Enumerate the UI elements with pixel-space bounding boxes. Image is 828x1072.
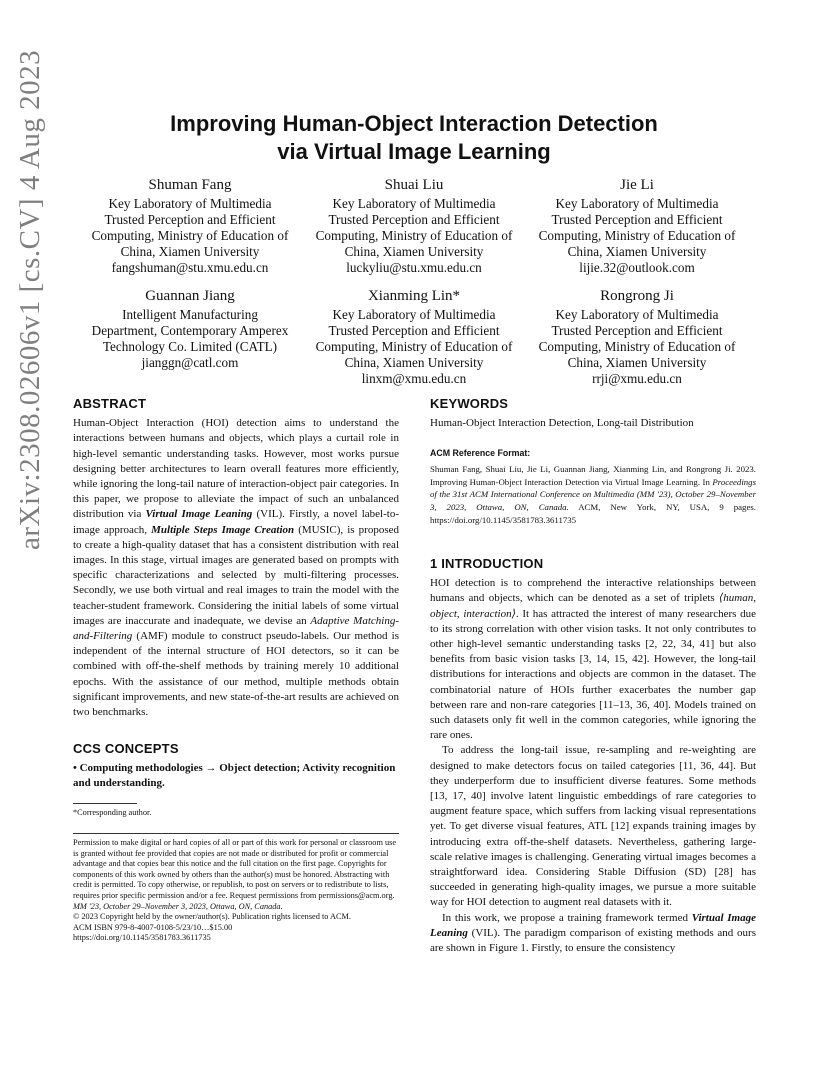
abstract-heading: ABSTRACT	[73, 396, 147, 411]
acm-reference-heading: ACM Reference Format:	[430, 448, 531, 458]
permission-rule	[73, 833, 399, 834]
author-name: Rongrong Ji	[600, 288, 674, 304]
author-name: Guannan Jiang	[145, 288, 235, 304]
author-email[interactable]: jianggn@catl.com	[141, 355, 239, 370]
author-name: Shuman Fang	[148, 177, 232, 193]
intro-paragraph: To address the long-tail issue, re-sampling and re-weighting are designed to make detectors focus on tailed categories [11, 36, 44]. But they underperform due to insufficient diverse features. Some methods [13, 17, 40] involve latent linguistic embeddings of rare categories to augment feature space, which suffers from lacking visual representations yet. To get diverse visual features, ATL [12] expands training images by introducing extra off-the-shelf datasets. Nevertheless, gathering large-scale relative images is challenging. Generating virtual images becomes a straightforward idea. Considering Stable Diffusion (SD) [28] has succeeded in generating high-quality images, we pursue a more suitable way for HOI detection to augment real datasets with it.	[430, 744, 756, 909]
author-block	[70, 176, 310, 276]
footnote-rule	[73, 803, 137, 804]
paper-title	[0, 110, 828, 166]
title-line-1: Improving Human-Object Interaction Detection	[170, 111, 658, 136]
ccs-text: • Computing methodologies → Object detection; Activity recognition and understanding.	[73, 762, 396, 790]
author-email[interactable]: rrji@xmu.edu.cn	[592, 371, 682, 386]
intro-paragraph: HOI detection is to comprehend the interactive relationships between humans and objects, which can be denoted as a set of triplets ⟨human, object, interaction⟩. It has attracted the interest of many researchers due to its strong correlation with other vision tasks. It not only contributes to other high-level semantic understanding tasks [2, 22, 34, 41] but also benefits from basic vision tasks [3, 14, 15, 42]. However, the long-tail distributions for interactions and objects are common in the dataset. The combinatorial nature of HOIs further exacerbates the number gap between rare and non-rare categories [11–13, 36, 40]. Models trained on such datasets only fit well in the common categories, while ignoring the rare ones.	[430, 577, 756, 742]
acm-reference	[430, 446, 756, 526]
author-block	[70, 287, 310, 371]
author-name: Xianming Lin*	[367, 288, 461, 304]
author-block	[517, 176, 757, 276]
footnote: *Corresponding author.	[73, 808, 152, 817]
doi-link[interactable]: https://doi.org/10.1145/3581783.3611735	[73, 933, 211, 943]
author-affiliation: Key Laboratory of Multimedia Trusted Perception and Efficient Computing, Ministry of Education of China, Xiamen University	[91, 196, 289, 259]
author-name: Jie Li	[620, 177, 654, 193]
conference-line: MM '23, October 29–November 3, 2023, Ottawa, ON, Canada.	[73, 901, 283, 911]
author-name: Shuai Liu	[384, 177, 444, 193]
author-block	[294, 176, 534, 276]
introduction-heading: 1 INTRODUCTION	[430, 556, 544, 571]
acm-reference-text: Shuman Fang, Shuai Liu, Jie Li, Guannan Jiang, Xianming Lin, and Rongrong Ji. 2023. Improving Human-Object Interaction Detection via Virtual Image Learning. In Proceedings of the 31st ACM International Conference on Multimedia (MM '23), October 29–November 3, 2023, Ottawa, ON, Canada. ACM, New York, NY, USA, 9 pages. https://doi.org/10.1145/3581783.3611735	[430, 464, 756, 525]
keywords-heading: KEYWORDS	[430, 396, 509, 411]
permission-block	[73, 838, 399, 944]
isbn-line: ACM ISBN 979-8-4007-0108-5/23/10…$15.00	[73, 922, 233, 932]
ccs-section	[73, 741, 399, 792]
author-affiliation: Intelligent Manufacturing Department, Contemporary Amperex Technology Co. Limited (CATL)	[91, 307, 289, 354]
keywords-text: Human-Object Interaction Detection, Long-tail Distribution	[430, 417, 694, 430]
author-affiliation: Key Laboratory of Multimedia Trusted Perception and Efficient Computing, Ministry of Education of China, Xiamen University	[315, 307, 513, 370]
author-email[interactable]: lijie.32@outlook.com	[579, 260, 695, 275]
author-email[interactable]: fangshuman@stu.xmu.edu.cn	[111, 260, 269, 275]
ccs-heading: CCS CONCEPTS	[73, 741, 179, 756]
intro-paragraph: In this work, we propose a training framework termed Virtual Image Leaning (VIL). The paradigm comparison of existing methods and ours are shown in Figure 1. Firstly, to ensure the consistency	[430, 911, 756, 955]
abstract-section	[73, 396, 399, 720]
author-email[interactable]: linxm@xmu.edu.cn	[361, 371, 467, 386]
introduction-section	[430, 556, 756, 956]
abstract-text: Human-Object Interaction (HOI) detection aims to understand the interactions between humans and objects, which plays a curtail role in high-level semantic understanding tasks. However, most works pursue designing better architectures to learn overall features more efficiently, while ignoring the long-tail nature of interaction-object pair categories. In this paper, we propose to alleviate the impact of such an unbalanced distribution via Virtual Image Leaning (VIL). Firstly, a novel label-to-image approach, Multiple Steps Image Creation (MUSIC), is proposed to create a high-quality dataset that has a consistent distribution with real images. In this stage, virtual images are generated based on prompts with specific characterizations and selected by multi-filtering processes. Secondly, we use both virtual and real images to train the model with the teacher-student framework. Considering the initial labels of some virtual images are inaccurate and inadequate, we devise an Adaptive Matching-and-Filtering (AMF) module to construct pseudo-labels. Our method is independent of the internal structure of HOI detectors, so it can be combined with off-the-shelf methods by training merely 10 additional epochs. With the assistance of our method, multiple methods obtain significant improvements, and new state-of-the-art results are achieved on two benchmarks.	[73, 417, 400, 719]
author-email[interactable]: luckyliu@stu.xmu.edu.cn	[346, 260, 482, 275]
title-line-2: via Virtual Image Learning	[277, 139, 551, 164]
keywords-section	[430, 396, 756, 431]
author-affiliation: Key Laboratory of Multimedia Trusted Perception and Efficient Computing, Ministry of Education of China, Xiamen University	[538, 307, 736, 370]
permission-text: Permission to make digital or hard copies of all or part of this work for personal or classroom use is granted without fee provided that copies are not made or distributed for profit or commercial advantage and that copies bear this notice and the full citation on the first page. Copyrights for components of this work owned by others than the author(s) must be honored. Abstracting with credit is permitted. To copy otherwise, or republish, to post on servers or to redistribute to lists, requires prior specific permission and/or a fee. Request permissions from permissions@acm.org.	[73, 838, 397, 900]
author-block	[517, 287, 757, 387]
author-affiliation: Key Laboratory of Multimedia Trusted Perception and Efficient Computing, Ministry of Education of China, Xiamen University	[538, 196, 736, 259]
author-block	[294, 287, 534, 387]
arxiv-stamp: arXiv:2308.02606v1 [cs.CV] 4 Aug 2023	[14, 49, 46, 550]
author-affiliation: Key Laboratory of Multimedia Trusted Perception and Efficient Computing, Ministry of Education of China, Xiamen University	[315, 196, 513, 259]
copyright-line: © 2023 Copyright held by the owner/author(s). Publication rights licensed to ACM.	[73, 912, 351, 922]
